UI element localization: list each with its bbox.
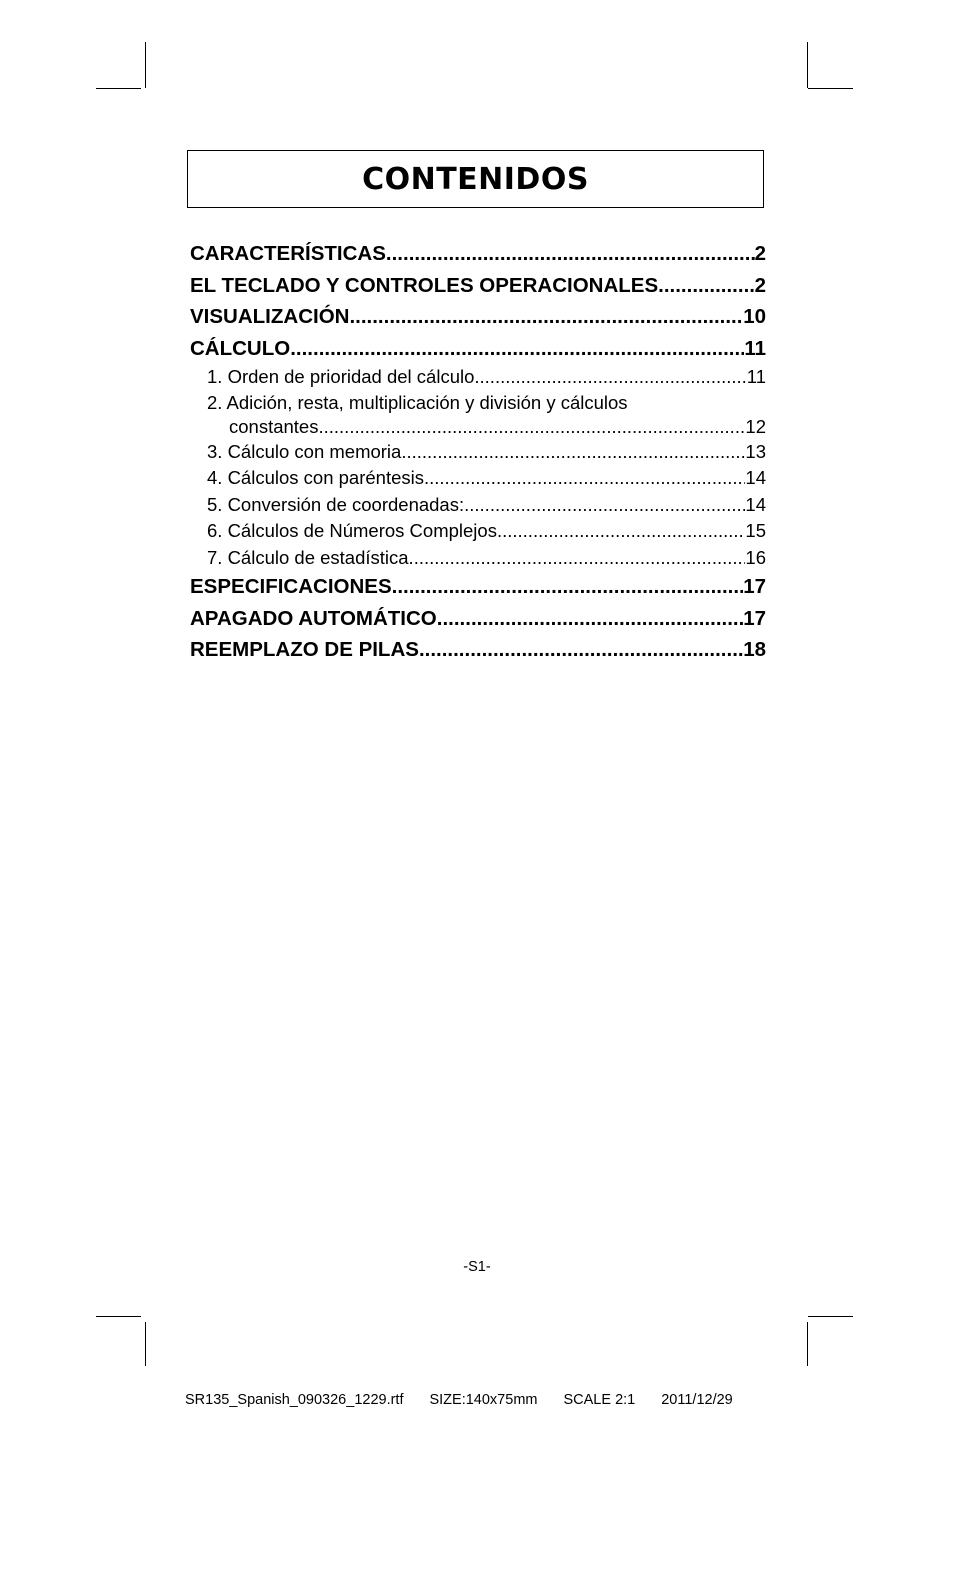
toc-entry-page: 11 — [746, 366, 766, 387]
page-number: -S1- — [463, 1259, 491, 1275]
toc-subentry-parentesis[interactable] — [190, 465, 766, 492]
table-of-contents — [190, 238, 766, 666]
toc-entry-visualizacion[interactable] — [190, 301, 766, 333]
toc-entry-label: ESPECIFICACIONES — [190, 575, 392, 598]
dot-leader — [349, 301, 743, 333]
toc-entry-pilas[interactable] — [190, 634, 766, 666]
toc-subentry-orden-prioridad[interactable] — [190, 364, 766, 391]
toc-subentry-estadistica[interactable] — [190, 545, 766, 572]
toc-entry-page: 2 — [754, 273, 766, 297]
toc-entry-page: 10 — [743, 305, 766, 328]
toc-subentry-coordenadas[interactable] — [190, 492, 766, 519]
page-title: CONTENIDOS — [362, 161, 589, 197]
toc-entry-calculo[interactable] — [190, 333, 766, 365]
dot-leader — [401, 439, 745, 466]
toc-entry-page: 11 — [744, 336, 766, 360]
toc-entry-label: 4. Cálculos con paréntesis. — [207, 467, 430, 488]
footer-date: 2011/12/29 — [661, 1392, 733, 1408]
toc-entry-label: REEMPLAZO DE PILAS — [190, 638, 419, 661]
crop-mark-top-left-vertical — [145, 42, 146, 88]
toc-entry-label: 1. Orden de prioridad del cálculo — [207, 366, 475, 387]
dot-leader — [429, 465, 745, 492]
dot-leader — [497, 518, 745, 545]
toc-entry-page: 2 — [754, 242, 766, 265]
toc-entry-label: 3. Cálculo con memoria — [207, 440, 402, 462]
print-footer — [185, 1392, 733, 1408]
dot-leader — [437, 603, 743, 635]
toc-entry-label: 6. Cálculos de Números Complejos — [207, 520, 497, 541]
dot-leader — [392, 571, 744, 603]
crop-mark-bottom-right-vertical — [807, 1322, 808, 1366]
toc-entry-apagado[interactable] — [190, 603, 766, 635]
footer-filename: SR135_Spanish_090326_1229.rtf — [185, 1392, 404, 1408]
crop-mark-top-left-horizontal — [96, 88, 141, 89]
toc-subentry-adicion-line2[interactable] — [190, 415, 766, 439]
toc-subentry-adicion-line1[interactable]: 2. Adición, resta, multiplicación y división y cálculos — [207, 391, 628, 413]
toc-entry-label: CÁLCULO — [190, 336, 291, 360]
toc-entry-caracteristicas[interactable] — [190, 238, 766, 270]
footer-scale: SCALE 2:1 — [563, 1392, 636, 1408]
crop-mark-bottom-left-horizontal — [96, 1316, 141, 1317]
toc-entry-label: constantes. — [229, 415, 324, 437]
dot-leader — [290, 333, 744, 365]
toc-entry-teclado[interactable] — [190, 270, 766, 302]
dot-leader — [419, 634, 743, 666]
toc-entry-page: 14 — [745, 467, 766, 488]
toc-entry-label: 5. Conversión de coordenadas: — [207, 493, 465, 515]
title-box — [187, 150, 764, 208]
toc-entry-page: 12 — [745, 415, 766, 437]
toc-entry-page: 17 — [743, 606, 766, 630]
toc-subentry-complejos[interactable] — [190, 518, 766, 545]
dot-leader — [474, 364, 746, 391]
crop-mark-top-right-vertical — [807, 42, 808, 88]
crop-mark-top-right-horizontal — [808, 88, 853, 89]
toc-entry-page: 15 — [745, 520, 766, 541]
toc-entry-label: 7. Cálculo de estadística. — [207, 546, 414, 568]
toc-entry-label: EL TECLADO Y CONTROLES OPERACIONALES — [190, 273, 659, 297]
toc-subentry-memoria[interactable] — [190, 439, 766, 466]
dot-leader — [386, 238, 755, 270]
dot-leader — [658, 270, 754, 302]
toc-entry-page: 13 — [745, 440, 766, 462]
dot-leader — [324, 415, 746, 439]
toc-entry-page: 14 — [745, 493, 766, 515]
dot-leader — [414, 545, 746, 572]
toc-entry-label: VISUALIZACIÓN — [190, 305, 350, 328]
footer-size: SIZE:140x75mm — [429, 1392, 538, 1408]
dot-leader — [464, 492, 745, 519]
toc-entry-especificaciones[interactable] — [190, 571, 766, 603]
toc-entry-label: CARACTERÍSTICAS — [190, 242, 386, 265]
crop-mark-bottom-left-vertical — [145, 1322, 146, 1366]
crop-mark-bottom-right-horizontal — [808, 1316, 853, 1317]
toc-entry-page: 18 — [743, 638, 766, 661]
toc-entry-page: 17 — [743, 575, 766, 598]
toc-entry-page: 16 — [745, 546, 766, 568]
toc-entry-label: APAGADO AUTOMÁTICO — [190, 606, 437, 630]
